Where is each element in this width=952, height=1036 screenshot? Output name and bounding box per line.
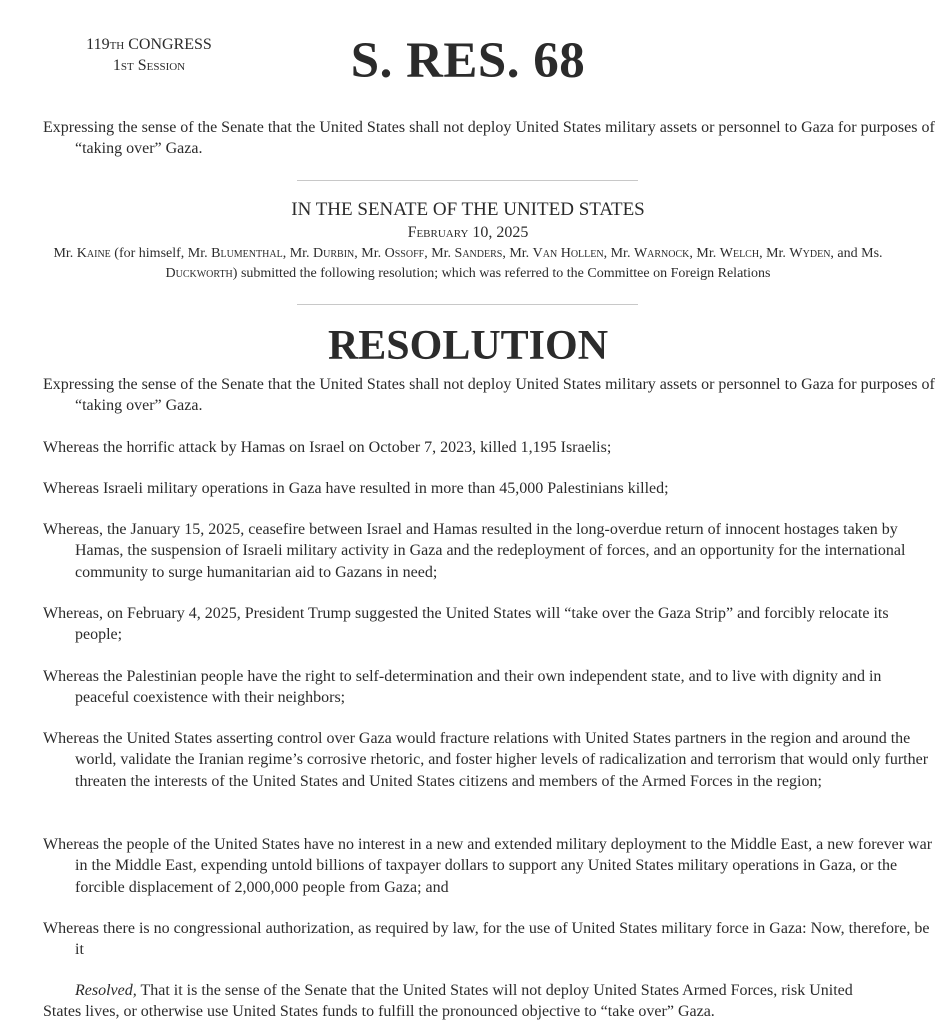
sponsor-text: ) submitted the following resolution; which was referred to the Committee on Foreign Relations	[232, 266, 771, 281]
sponsor-text: , Mr.	[282, 246, 314, 261]
congress-line	[58, 34, 240, 55]
resolved-clause	[43, 980, 873, 1023]
sponsor-name: Warnock	[633, 246, 690, 261]
sponsor-name: Durbin	[313, 246, 355, 261]
congress-number: 119	[86, 36, 110, 53]
sponsor-text: , and Ms.	[830, 246, 883, 261]
resolved-label: Resolved,	[75, 982, 137, 999]
whereas-clause: Whereas, the January 15, 2025, ceasefire between Israel and Hamas resulted in the long-overdue return of innocent hostages taken by Hamas, the suspension of Israeli military activity in Gaza and the redeployment of forces, and an opportunity for the international community to surge humanitarian aid to Gazans in need;	[43, 521, 906, 581]
sponsor-text: (for himself, Mr.	[110, 246, 212, 261]
sponsor-text: , Mr.	[603, 246, 634, 261]
sponsor-text: Mr.	[53, 246, 77, 261]
whereas-clause: Whereas, on February 4, 2025, President Trump suggested the United States will “take over the Gaza Strip” and forcibly relocate its people;	[43, 605, 889, 644]
sponsor-text: , Mr.	[502, 246, 533, 261]
summary-top: Expressing the sense of the Senate that the United States shall not deploy United States military assets or personnel to Gaza for purposes of “taking over” Gaza.	[43, 119, 935, 158]
sponsor-name: Sanders	[454, 246, 503, 261]
sponsor-text: , Mr.	[424, 246, 455, 261]
congress-session-block	[58, 34, 240, 76]
sponsor-name: Ossoff	[384, 246, 425, 261]
divider-top	[297, 180, 638, 181]
congress-suffix: th	[109, 36, 125, 53]
resolution-heading: RESOLUTION	[327, 323, 609, 369]
session-line	[58, 55, 240, 76]
session-word: Session	[137, 57, 186, 74]
divider-bottom	[297, 304, 638, 305]
sponsor-name: Van Hollen	[532, 246, 604, 261]
resolved-text: That it is the sense of the Senate that the United States will not deploy United States Armed Forces, risk United States lives, or otherwise use United States funds to fulfill the pronounced objective to “take over” Gaza.	[43, 982, 853, 1021]
whereas-clause: Whereas the horrific attack by Hamas on Israel on October 7, 2023, killed 1,195 Israelis;	[43, 439, 612, 456]
sponsor-text: , Mr.	[759, 246, 790, 261]
whereas-clause: Whereas the United States asserting control over Gaza would fracture relations with United States partners in the region and around the world, validate the Iranian regime’s corrosive rhetoric, and foster higher levels of radicalization and terrorism that would only further threaten the interests of the United States and United States citizens and members of the Armed Forces in the region;	[43, 730, 929, 790]
whereas-clause: Whereas Israeli military operations in Gaza have resulted in more than 45,000 Palestinians killed;	[43, 480, 669, 497]
sponsor-text: , Mr.	[354, 246, 385, 261]
resolution-summary: Expressing the sense of the Senate that the United States shall not deploy United States military assets or personnel to Gaza for purposes of “taking over” Gaza.	[43, 376, 935, 415]
sponsor-name: Kaine	[76, 246, 111, 261]
whereas-clause: Whereas there is no congressional authorization, as required by law, for the use of United States military force in Gaza: Now, therefore, be it	[43, 920, 930, 959]
sponsor-name: Duckworth	[165, 266, 233, 281]
action-date: February 10, 2025	[407, 224, 529, 241]
sponsor-name: Welch	[719, 246, 760, 261]
sponsor-text: , Mr.	[689, 246, 720, 261]
sponsor-name: Wyden	[789, 246, 831, 261]
chamber-heading: IN THE SENATE OF THE UNITED STATES	[291, 199, 645, 220]
session-suffix: st	[120, 57, 134, 74]
whereas-clause: Whereas the Palestinian people have the right to self-determination and their own independent state, and to live with dignity and in peaceful coexistence with their neighbors;	[43, 668, 882, 707]
resolution-number: S. RES. 68	[350, 33, 586, 89]
sponsors-statement	[20, 244, 916, 284]
congress-word: CONGRESS	[128, 36, 212, 53]
sponsor-name: Blumenthal	[211, 246, 283, 261]
whereas-clause: Whereas the people of the United States have no interest in a new and extended military deployment to the Middle East, a new forever war in the Middle East, expending untold billions of taxpayer dollars to support any United States military operations in Gaza, or the forcible displacement of 2,000,000 people from Gaza; and	[43, 836, 933, 896]
session-number: 1	[112, 57, 121, 74]
